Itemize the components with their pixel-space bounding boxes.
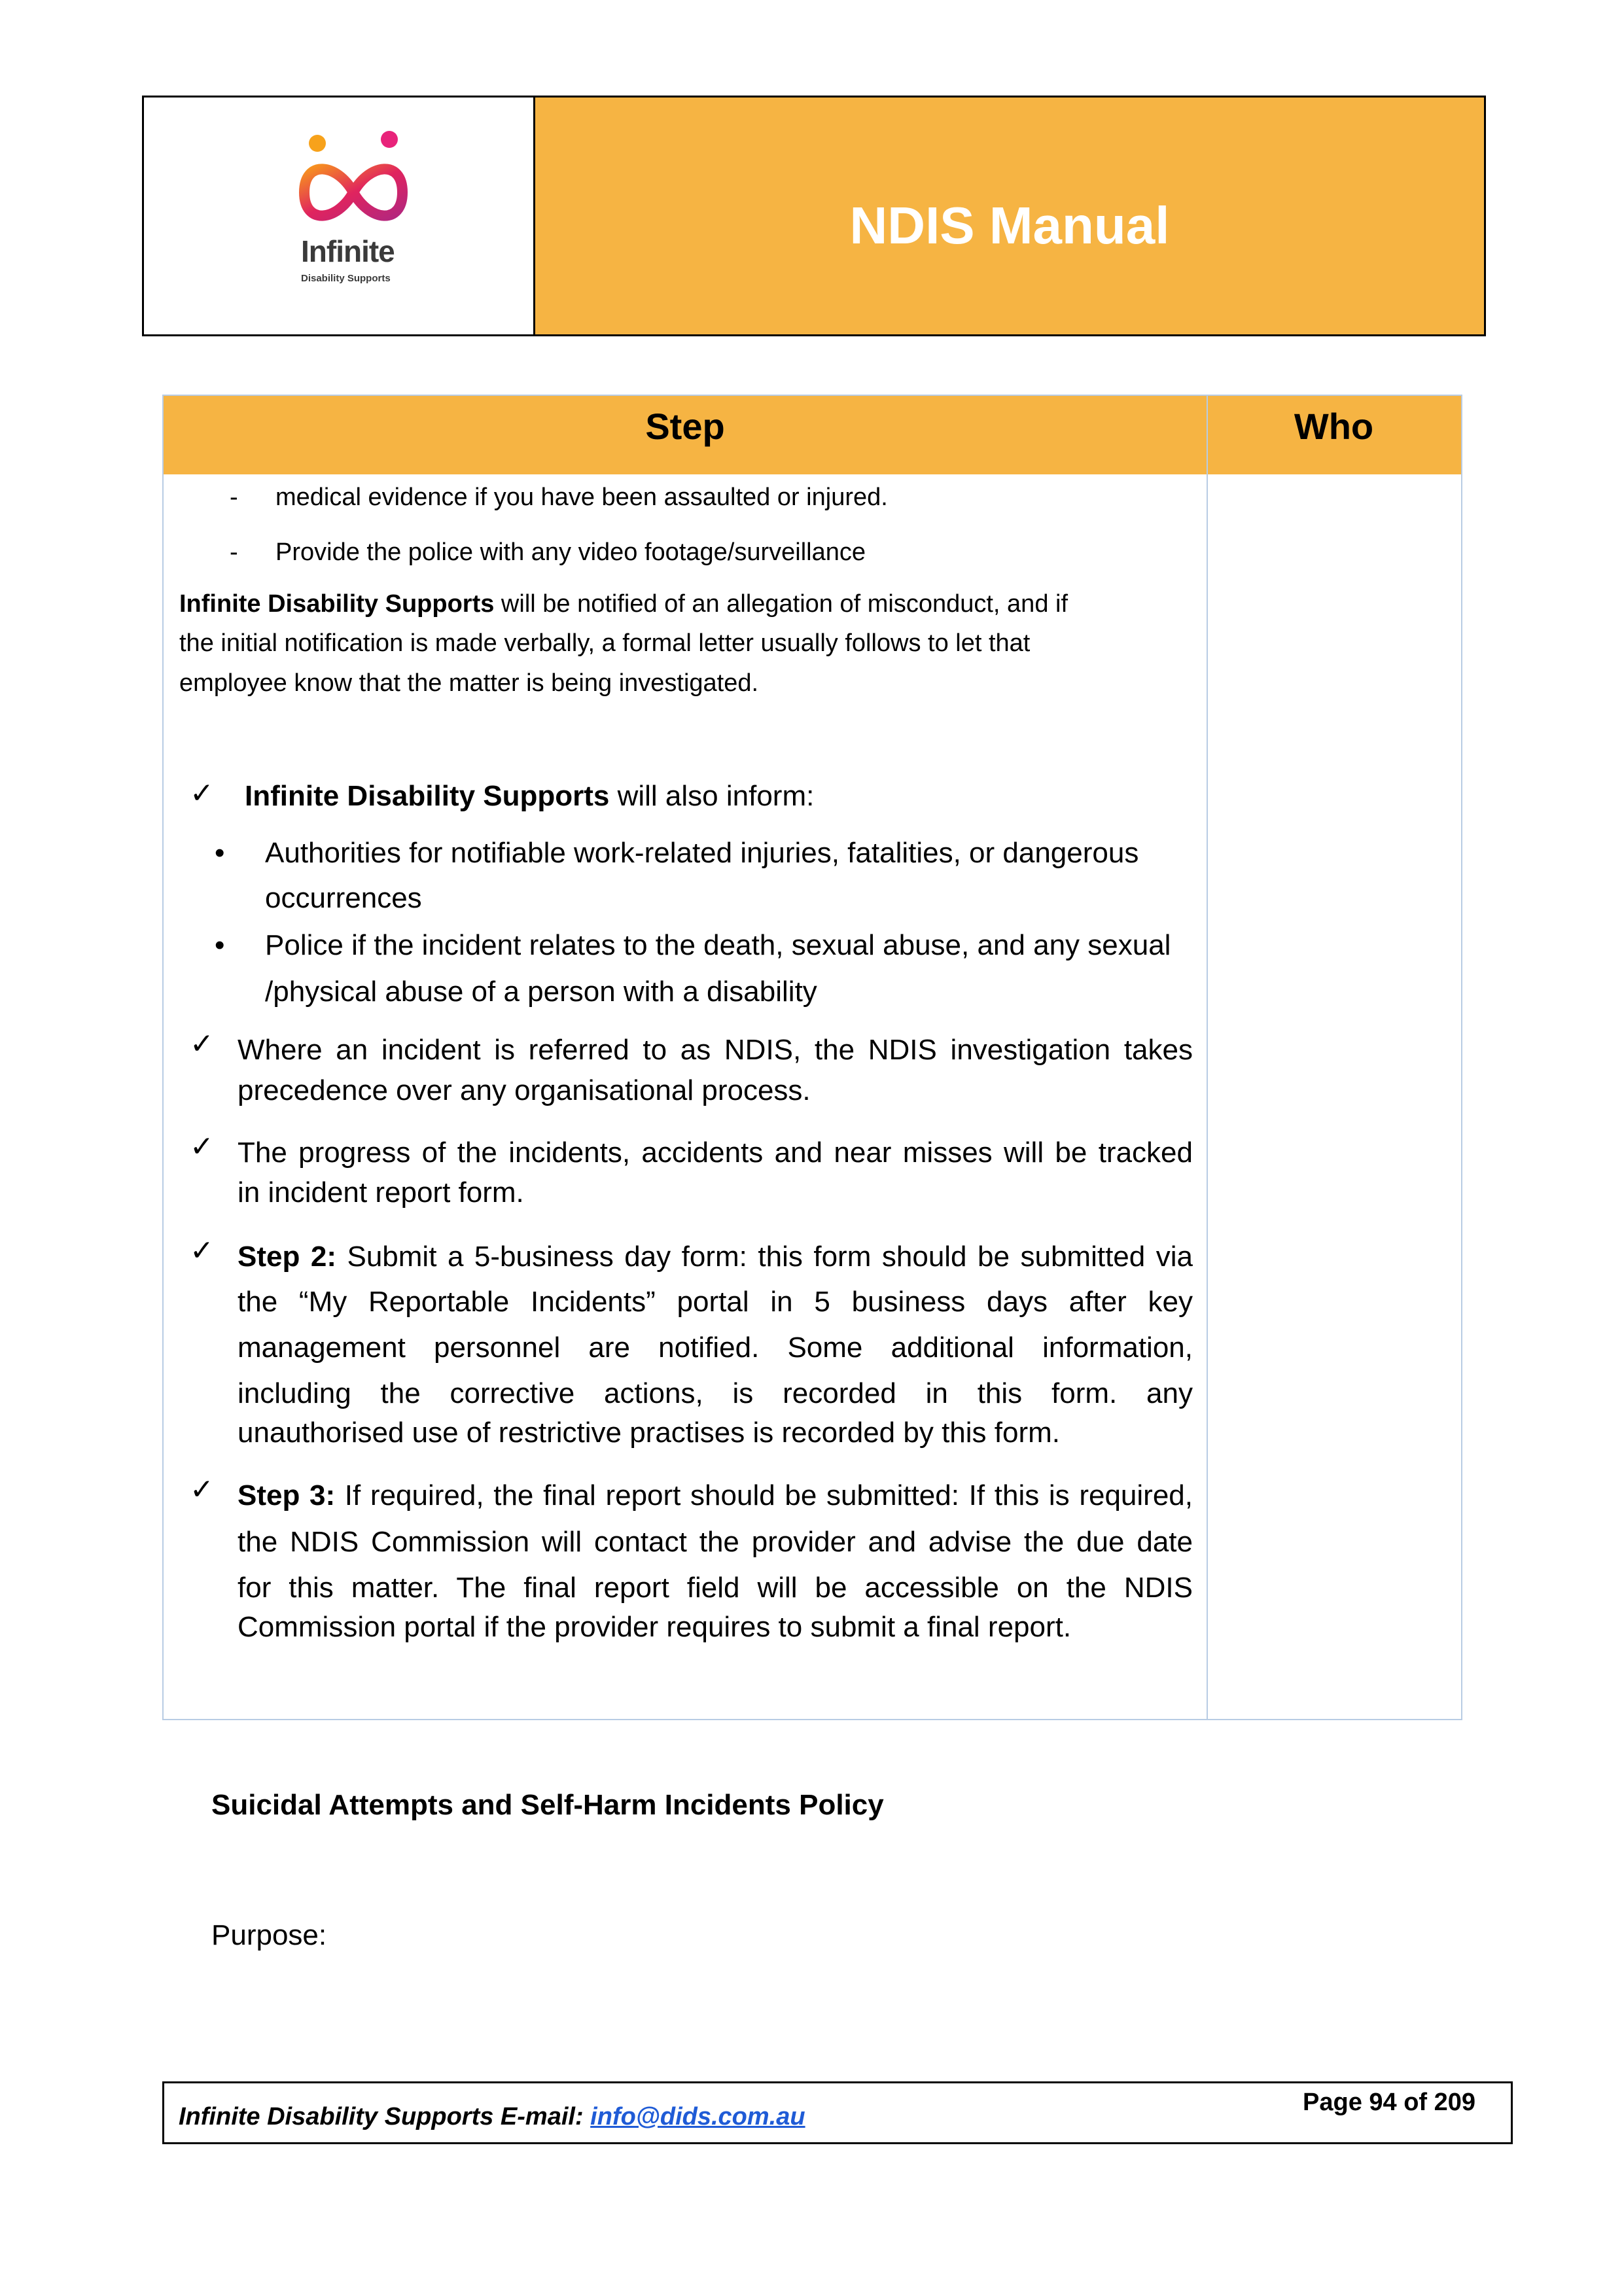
check-line: Where an incident is referred to as NDIS, the NDIS investigation takes xyxy=(238,1034,1193,1066)
bullet-line: occurrences xyxy=(265,882,422,914)
step3-line: for this matter. The final report field will be accessible on the NDIS xyxy=(238,1572,1193,1604)
check-icon: ✓ xyxy=(190,1028,214,1060)
step2-label: Step 2: xyxy=(238,1241,336,1273)
title-cell xyxy=(535,97,1484,334)
page-number: Page 94 of 209 xyxy=(1303,2089,1476,2116)
check-icon: ✓ xyxy=(190,777,214,809)
dash-icon: - xyxy=(230,539,238,566)
email-link[interactable]: info@dids.com.au xyxy=(590,2103,805,2130)
bullet-line: /physical abuse of a person with a disability xyxy=(265,976,817,1008)
check-icon: ✓ xyxy=(190,1474,214,1506)
step3-line: Step 3: If required, the final report should be submitted: If this is required, xyxy=(238,1479,1193,1511)
paragraph-line: employee know that the matter is being investigated. xyxy=(179,669,759,697)
section-title: Suicidal Attempts and Self-Harm Incidents Policy xyxy=(211,1789,884,1821)
page-footer xyxy=(162,2081,1513,2144)
footer-contact: Infinite Disability Supports E-mail: info@dids.com.au xyxy=(179,2103,805,2130)
list-item: Provide the police with any video footage/surveillance xyxy=(275,539,866,566)
check-icon: ✓ xyxy=(190,1235,214,1267)
step2-line: including the corrective actions, is recorded in this form. any xyxy=(238,1377,1193,1409)
check-line: in incident report form. xyxy=(238,1176,524,1209)
bullet-icon: • xyxy=(215,929,225,961)
org-name: Infinite Disability Supports xyxy=(179,590,495,618)
step2-line: Step 2: Submit a 5-business day form: this form should be submitted via xyxy=(238,1241,1193,1273)
step2-line: unauthorised use of restrictive practises is recorded by this form. xyxy=(238,1417,1060,1449)
step2-line: the “My Reportable Incidents” portal in 5 business days after key xyxy=(238,1286,1193,1318)
column-header-step: Step xyxy=(645,406,725,447)
logo-cell xyxy=(144,97,535,334)
dash-icon: - xyxy=(230,484,238,511)
bullet-icon: • xyxy=(215,837,225,869)
page-title: NDIS Manual xyxy=(849,196,1170,255)
paragraph-line: Infinite Disability Supports will be notified of an allegation of misconduct, and if xyxy=(179,590,1068,618)
step2-line: management personnel are notified. Some additional information, xyxy=(238,1332,1193,1364)
logo-tagline: Disability Supports xyxy=(301,273,391,284)
check-icon: ✓ xyxy=(190,1131,214,1163)
step-table xyxy=(162,395,1462,1720)
step3-line: Commission portal if the provider requires to submit a final report. xyxy=(238,1611,1072,1643)
step3-line: the NDIS Commission will contact the provider and advise the due date xyxy=(238,1526,1193,1558)
column-divider xyxy=(1207,396,1208,1719)
bullet-line: Police if the incident relates to the death, sexual abuse, and any sexual xyxy=(265,929,1171,961)
logo-wordmark: Infinite xyxy=(301,234,395,268)
inform-line: Infinite Disability Supports will also inform: xyxy=(245,780,815,812)
step3-label: Step 3: xyxy=(238,1479,336,1511)
paragraph-line: the initial notification is made verbally, a formal letter usually follows to let that xyxy=(179,629,1031,657)
table-header-row xyxy=(164,396,1461,474)
logo-icon xyxy=(291,130,415,241)
check-line: The progress of the incidents, accidents and near misses will be tracked xyxy=(238,1137,1193,1169)
check-line: precedence over any organisational process. xyxy=(238,1074,811,1106)
page-header xyxy=(142,96,1486,336)
list-item: medical evidence if you have been assaulted or injured. xyxy=(275,484,888,511)
purpose-heading: Purpose: xyxy=(211,1919,327,1951)
org-name: Infinite Disability Supports xyxy=(245,780,610,812)
bullet-line: Authorities for notifiable work-related injuries, fatalities, or dangerous xyxy=(265,837,1139,869)
column-header-who: Who xyxy=(1294,406,1374,447)
